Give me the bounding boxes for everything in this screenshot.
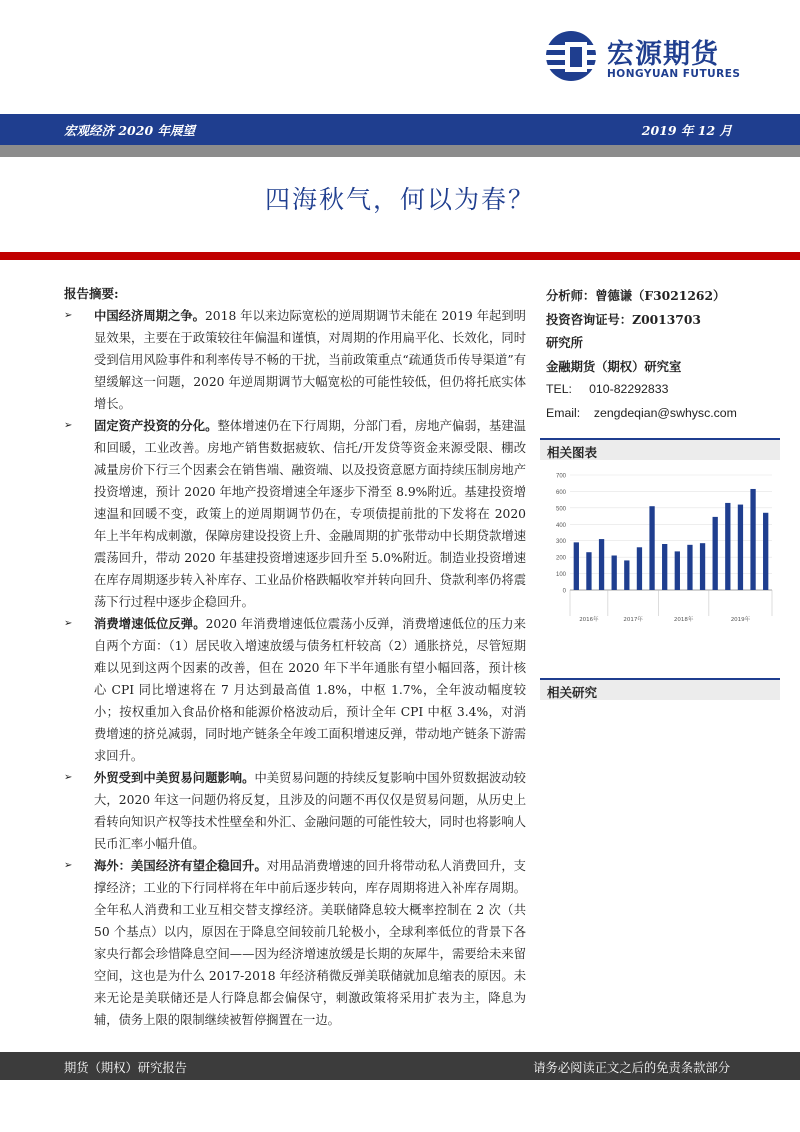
abstract-item-text: 2020 年消费增速低位震荡小反弹，消费增速低位的压力来自两个方面：（1）居民收入增速放缓与债务杠杆较高（2）通胀挤兑，尽管短期难以见到这两个因素的改善，但在 2020 年下半年通胀有望小幅回落，预计核心 CPI 同比增速将在 7 月达到最高值 1.8%，中枢 1.7%，全年波动幅度较小；按权重加入食品价格和能源价格波动后，预计全年 CPI 中枢 3.4%，对消费增速的挤兑减弱，同时地产链条全年竣工面积增速反弹，带动地产链条下游需求回升。: [94, 617, 526, 763]
chart-ytick-label: 100: [555, 572, 566, 579]
header-divider: [0, 145, 800, 157]
tel-number: 010-82292833: [589, 382, 669, 396]
chart-ytick-label: 0: [562, 588, 566, 595]
tel-label: TEL:: [546, 382, 572, 396]
chart-bar: [637, 547, 642, 590]
analyst-name: 曾德谦（F3021262）: [595, 288, 726, 303]
abstract-item-text: 中美贸易问题的持续反复影响中国外贸数据波动较大，2020 年这一问题仍将反复，且涉及的问题不再仅仅是贸易问题，从历史上看转向知识产权等技术性壁垒和外汇、金融问题的可能性较大，同时也将影响人民币汇率小幅升值。: [94, 771, 526, 851]
arrow-bullet-icon: ➢: [64, 310, 73, 321]
report-title: 四海秋气，何以为春？: [264, 185, 535, 214]
abstract-item: [64, 613, 526, 767]
footer-disclaimer[interactable]: 请务必阅读正文之后的免责条款部分: [533, 1061, 730, 1075]
chart-bar: [586, 552, 591, 590]
tel-line: [546, 378, 776, 402]
chart-year-label: 2018年: [673, 617, 694, 623]
abstract-item: [64, 415, 526, 613]
report-section: 宏观经济 2020 年展望: [64, 123, 195, 138]
chart-bar: [599, 539, 604, 590]
abstract-item-lead: 中国经济周期之争。: [94, 308, 205, 323]
analyst-line: [546, 284, 776, 308]
chart-bar: [713, 517, 718, 590]
chart-ytick-label: 700: [555, 473, 566, 480]
brand-name-en: HONGYUAN FUTURES: [607, 68, 741, 80]
chart-year-label: 2019年: [730, 617, 751, 623]
title-divider: [0, 252, 800, 260]
related-chart: [540, 465, 780, 625]
related-research-heading: 相关研究: [547, 685, 598, 700]
abstract-item: [64, 767, 526, 855]
chart-bar: [662, 544, 667, 590]
abstract-item-lead: 海外：美国经济有望企稳回升。: [94, 858, 267, 873]
chart-bar: [738, 505, 743, 590]
chart-ytick-label: 300: [555, 539, 566, 546]
chart-bar: [574, 542, 579, 590]
footer-left: 期货（期权）研究报告: [64, 1061, 187, 1075]
abstract-item-text: 整体增速仍在下行周期，分部门看，房地产偏弱，基建温和回暖，工业改善。房地产销售数据疲软、信托/开发贷等资金来源受限、棚改减量房价下行三个因素会在销售端、融资端、以及投资意愿方面持续压制房地产投资增速，预计 2020 年地产投资增速全年逐步下滑至 8.9%附近。基建投资增速温和回暖不变，政策上的逆周期调节仍在，专项债提前批的下发将在 2020 年上半年构成刺激，保障房建设投资上升、金融周期的扩张带动中长期贷款增速震荡回升，带动 2020 年基建投资增速逐步回升至 5.0%附近。制造业投资增速在库存周期逐步转入补库存、工业品价格跌幅收窄并转向回升、贷款利率仍将震荡下行过程中逐步企稳回升。: [94, 419, 526, 609]
company-division: 金融期货（期权）研究室: [546, 358, 682, 374]
abstract-list: [64, 305, 526, 1031]
related-research-header: [540, 678, 780, 700]
license-number: Z0013703: [632, 311, 701, 327]
arrow-bullet-icon: ➢: [64, 618, 73, 629]
related-charts-heading: 相关图表: [547, 445, 598, 460]
arrow-bullet-icon: ➢: [64, 860, 73, 871]
email-address[interactable]: zengdeqian@swhysc.com: [593, 405, 737, 420]
arrow-bullet-icon: ➢: [64, 420, 73, 431]
brand-name-cn: 宏源期货: [607, 39, 719, 70]
abstract-item-lead: 消费增速低位反弹。: [94, 616, 206, 631]
email-label: Email:: [546, 405, 581, 420]
chart-bar: [624, 560, 629, 590]
chart-ytick-label: 400: [555, 522, 566, 529]
chart-year-label: 2017年: [623, 617, 643, 623]
footer-bar: [0, 1052, 800, 1080]
chart-ytick-label: 500: [555, 506, 566, 513]
chart-bar: [612, 556, 617, 591]
abstract-item: [64, 855, 526, 1031]
abstract-item: [64, 305, 526, 415]
chart-ytick-label: 200: [555, 555, 566, 562]
arrow-bullet-icon: ➢: [64, 772, 73, 783]
abstract-heading: 报告摘要:: [64, 286, 119, 301]
hongyuan-logo-icon: [545, 30, 597, 82]
chart-bar: [687, 545, 692, 590]
license-line: [546, 308, 776, 332]
department: 研究所: [546, 335, 583, 350]
chart-bar: [763, 513, 768, 590]
chart-bar: [700, 543, 705, 590]
chart-year-label: 2016年: [579, 617, 599, 623]
abstract-item-text: 对用品消费增速的回升将带动私人消费回升，支撑经济；工业的下行同样将在年中前后逐步转向，库存周期将进入补库存周期。全年私人消费和工业互相交替支撑经济。美联储降息较大概率控制在 2 次（共 50 个基点）以内，原因在于降息空间较前几轮极小，全球利率低位的背景下各家央行都会珍惜降息空间——因为经济增速放缓是长期的灰犀牛，需要给未来留空间，这也是为什么 2017-2018 年经济稍微反弹美联储就加息缩表的原因。未来无论是美联储还是人行降息都会偏保守，刺激政策将采用扩表为主，降息为辅，债务上限的限制继续被暂停搁置在一边。: [94, 859, 526, 1027]
chart-bar: [649, 506, 654, 590]
chart-bar: [675, 551, 680, 590]
abstract-item-lead: 外贸受到中美贸易问题影响。: [94, 770, 255, 785]
abstract-item-text: 2018 年以来边际宽松的逆周期调节未能在 2019 年起到明显效果，主要在于政策较往年偏温和谨慎，对周期的作用扁平化、长效化，同时受到信用风险事件和利率传导不畅的干扰，当前政策重点“疏通货币传导渠道”有望缓解这一问题，2020 年逆周期调节大幅宽松的可能性较低，但仍将托底实体增长。: [94, 309, 526, 411]
license-label: 投资咨询证号：: [546, 311, 633, 327]
chart-bar: [750, 489, 755, 590]
analyst-info: [546, 284, 776, 425]
company-logo: [545, 28, 745, 86]
email-line: [546, 402, 776, 426]
analyst-label: 分析师：: [546, 288, 596, 303]
chart-bar: [725, 503, 730, 590]
header-bar: [0, 114, 800, 145]
abstract-item-lead: 固定资产投资的分化。: [94, 418, 218, 433]
related-charts-header: [540, 438, 780, 460]
chart-ytick-label: 600: [555, 489, 566, 496]
report-date: 2019 年 12 月: [641, 123, 732, 138]
